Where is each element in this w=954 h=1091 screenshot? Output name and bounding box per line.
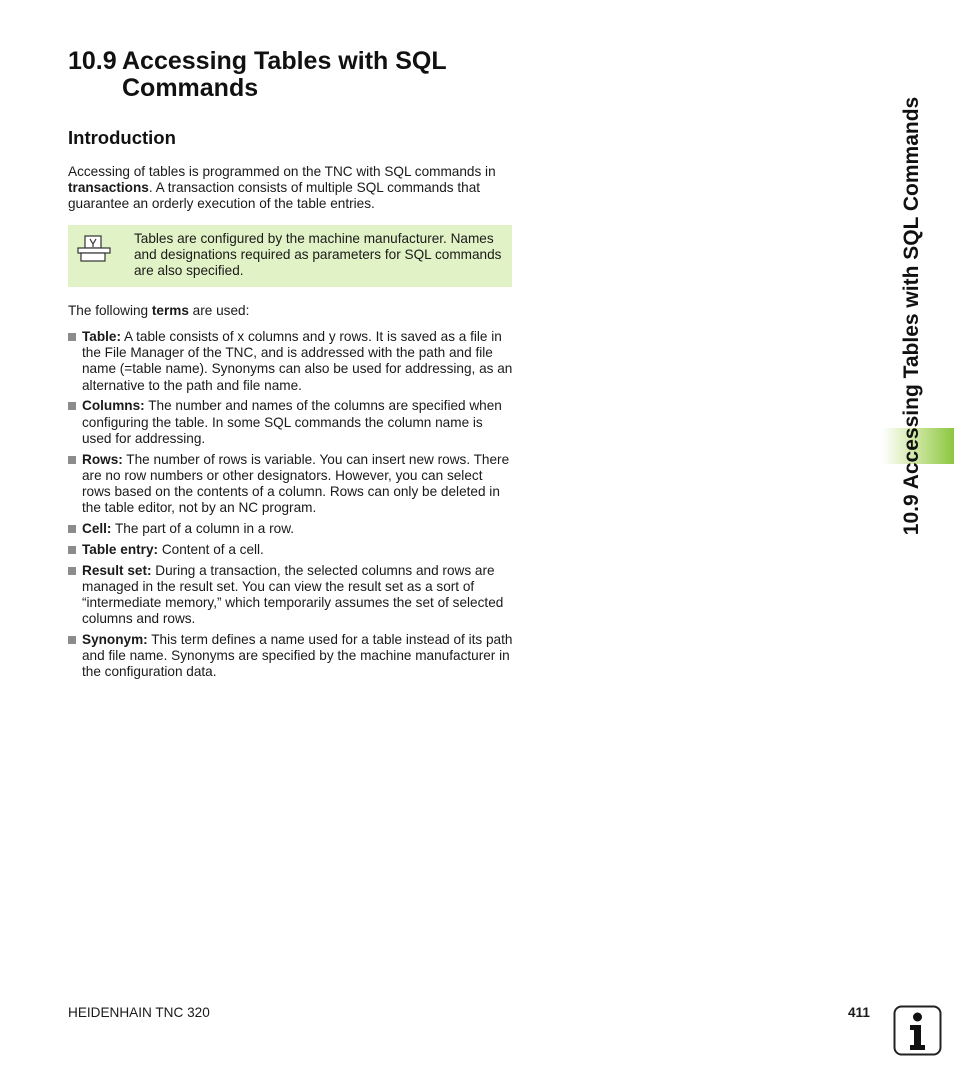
- term-label: Table:: [82, 329, 122, 344]
- bullet-icon: [68, 456, 76, 464]
- term-description: This term defines a name used for a table instead of its path and file name. Synonyms are specified by the machine manufacturer in the configuration data.: [82, 632, 513, 680]
- machine-manufacturer-icon: [77, 235, 111, 263]
- footer-product-name: HEIDENHAIN TNC 320: [68, 1005, 210, 1020]
- term-description: A table consists of x columns and y rows. It is saved as a file in the File Manager of the TNC, and is addressed with the path and file name (=table name). Synonyms can also be used for addressing, as an alternative to the path and file name.: [82, 329, 513, 393]
- term-description: The number and names of the columns are specified when configuring the table. In some SQL commands the column name is used for addressing.: [82, 398, 502, 446]
- bullet-icon: [68, 636, 76, 644]
- terms-intro-after: are used:: [188, 303, 250, 318]
- bullet-icon: [68, 333, 76, 341]
- subsection-title: Introduction: [68, 127, 176, 148]
- manufacturer-note-box: [68, 225, 512, 287]
- intro-text-after: . A transaction consists of multiple SQL commands that guarantee an orderly execution of the table entries.: [68, 180, 481, 212]
- list-item: [68, 452, 513, 517]
- bullet-icon: [68, 402, 76, 410]
- intro-bold-term: transactions: [68, 180, 149, 196]
- bullet-icon: [68, 546, 76, 554]
- term-label: Cell:: [82, 521, 112, 537]
- list-item: [68, 398, 513, 447]
- section-number: 10.9: [68, 47, 117, 75]
- note-text: Tables are configured by the machine manufacturer. Names and designations required as parameters for SQL commands are also specified.: [134, 231, 502, 279]
- term-label: Rows:: [82, 451, 123, 467]
- term-description: The part of a column in a row.: [111, 521, 295, 537]
- page-number: 411: [848, 1005, 870, 1020]
- terms-intro: [68, 303, 249, 319]
- list-item: [68, 329, 513, 394]
- terms-intro-before: The following: [68, 303, 152, 318]
- term-description: The number of rows is variable. You can insert new rows. There are no row numbers or other designators. However, you can select rows based on the contents of a column. Rows can only be deleted in the table editor, not by an NC program.: [82, 451, 510, 516]
- list-item: [68, 563, 513, 628]
- section-title-line2: Commands: [122, 74, 259, 102]
- bullet-icon: [68, 525, 76, 533]
- intro-text-before: Accessing of tables is programmed on the TNC with SQL commands in: [68, 164, 496, 179]
- intro-paragraph: [68, 164, 513, 213]
- section-title: [68, 48, 447, 102]
- terms-list: [68, 329, 513, 685]
- term-label: Columns:: [82, 398, 145, 414]
- term-description: Content of a cell.: [158, 541, 264, 557]
- side-section-title-text: 10.9 Accessing Tables with SQL Commands: [900, 96, 923, 536]
- term-label: Synonym:: [82, 632, 148, 648]
- section-title-line1: Accessing Tables with SQL: [122, 47, 447, 75]
- bullet-icon: [68, 567, 76, 575]
- side-section-title: [892, 52, 932, 580]
- list-item: [68, 632, 513, 681]
- term-description: During a transaction, the selected columns and rows are managed in the result set. You can view the result set as a sort of “intermediate memory,” which temporarily assumes the set of selected columns and rows.: [82, 562, 504, 627]
- term-label: Result set:: [82, 562, 152, 578]
- info-icon: [893, 1005, 942, 1056]
- list-item: [68, 521, 513, 537]
- term-label: Table entry:: [82, 541, 159, 557]
- terms-intro-bold: terms: [151, 303, 189, 318]
- list-item: [68, 542, 513, 558]
